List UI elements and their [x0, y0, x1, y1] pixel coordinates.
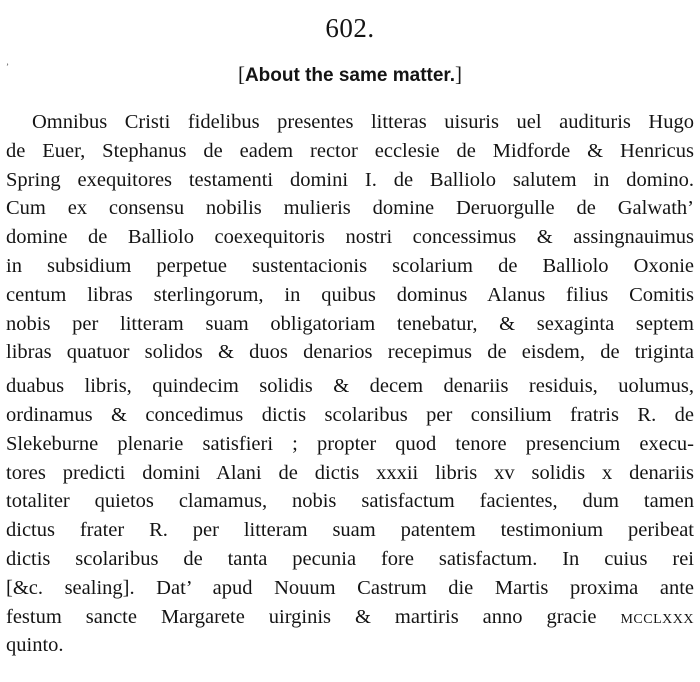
- heading-open-bracket: [: [237, 62, 245, 86]
- body-line: nobis per litteram suam obligatoriam tenebatur, & sexaginta septem: [6, 312, 694, 335]
- body-line: centum libras sterlingorum, in quibus dominus Alanus filius Comitis: [6, 283, 694, 306]
- body-line: libras quatuor solidos & duos denarios recepimus de eisdem, de triginta: [6, 341, 694, 364]
- stray-mark: ʼ: [6, 62, 9, 72]
- date-prefix: festum sancte Margarete uirginis & martiris anno gracie: [6, 605, 621, 628]
- body-line-with-date: [6, 603, 694, 632]
- body-line: de Euer, Stephanus de eadem rector ecclesie de Midforde & Henricus: [6, 139, 694, 162]
- heading-close-bracket: ]: [455, 62, 463, 86]
- heading-text: About the same matter.: [244, 65, 456, 86]
- body-line: dictus frater R. per litteram suam patentem testimonium peribeat: [6, 519, 694, 542]
- body-line: Cum ex consensu nobilis mulieris domine Deruorgulle de Galwath’: [6, 197, 694, 220]
- regnal-year-smallcaps: mcclxxx: [620, 605, 694, 628]
- document-heading: [0, 62, 700, 87]
- body-line: Spring exequitores testamenti domini I. de Balliolo salutem in domino.: [6, 168, 694, 191]
- body-line: tores predicti domini Alani de dictis xxxii libris xv solidis x denariis: [6, 461, 694, 484]
- body-line: [&c. sealing]. Dat’ apud Nouum Castrum die Martis proxima ante: [6, 576, 694, 599]
- body-line: Omnibus Cristi fidelibus presentes litteras uisuris uel audituris Hugo: [32, 111, 694, 133]
- body-line: ordinamus & concedimus dictis scolaribus per consilium fratris R. de: [6, 403, 694, 426]
- document-number: 602.: [325, 13, 375, 43]
- body-line-final: quinto.: [6, 634, 64, 657]
- body-line: dictis scolaribus de tanta pecunia fore satisfactum. In cuius rei: [6, 547, 694, 570]
- body-line: domine de Balliolo coexequitoris nostri concessimus & assingnauimus: [6, 226, 694, 249]
- document-body: [6, 108, 694, 660]
- body-line: duabus libris, quindecim solidis & decem denariis residuis, uolumus,: [6, 375, 694, 398]
- body-line: totaliter quietos clamamus, nobis satisfactum facientes, dum tamen: [6, 490, 694, 513]
- body-line: Slekeburne plenarie satisfieri ; propter quod tenore presencium execu-: [6, 432, 694, 455]
- body-line: in subsidium perpetue sustentacionis scolarium de Balliolo Oxonie: [6, 254, 694, 277]
